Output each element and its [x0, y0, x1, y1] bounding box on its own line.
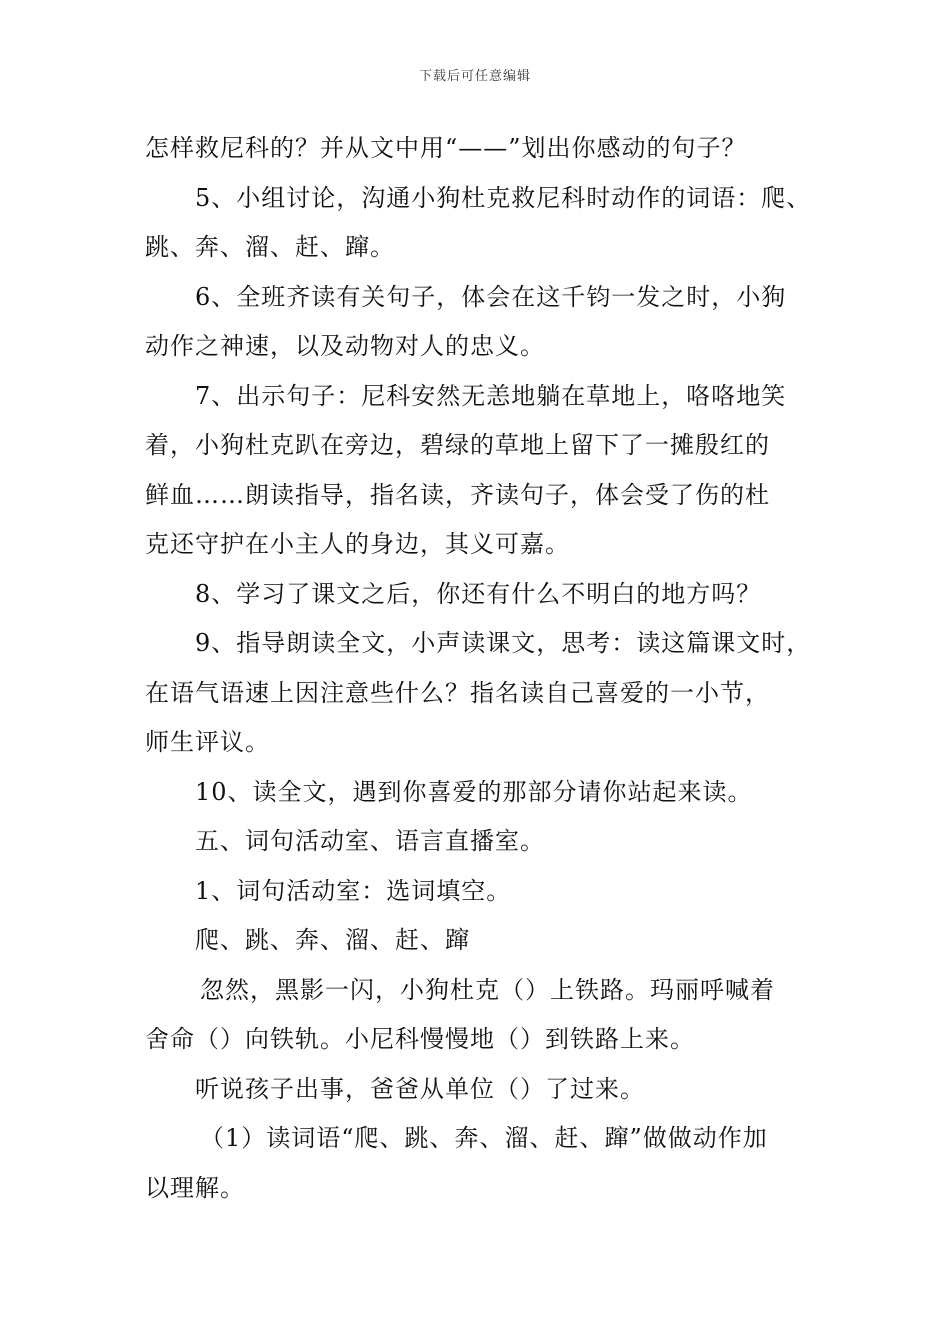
text-line: 忽然，黑影一闪，小狗杜克（）上铁路。玛丽呼喊着 — [200, 975, 775, 1004]
text-line: 在语气语速上因注意些什么？指名读自己喜爱的一小节， — [145, 678, 770, 707]
text-line: 以理解。 — [145, 1173, 245, 1202]
text-line: 1、词句活动室：选词填空。 — [195, 876, 512, 905]
page-header: 下载后可任意编辑 — [418, 69, 531, 84]
text-line: 7、出示句子：尼科安然无恙地躺在草地上，咯咯地笑 — [195, 381, 787, 410]
text-line: 克还守护在小主人的身边，其义可嘉。 — [145, 530, 570, 558]
text-line: 动作之神速，以及动物对人的忠义。 — [145, 332, 545, 360]
text-line: 6、全班齐读有关句子，体会在这千钧一发之时，小狗 — [195, 282, 787, 311]
text-line: 着，小狗杜克趴在旁边，碧绿的草地上留下了一摊殷红的 — [145, 431, 770, 459]
document-body — [145, 124, 815, 1213]
text-line: 9、指导朗读全文，小声读课文，思考：读这篇课文时， — [195, 629, 812, 657]
text-line: 师生评议。 — [145, 728, 270, 756]
text-line: 8、学习了课文之后，你还有什么不明白的地方吗？ — [195, 579, 762, 608]
text-line: 10、读全文，遇到你喜爱的那部分请你站起来读。 — [195, 777, 753, 806]
text-line: 鲜血……朗读指导，指名读，齐读句子，体会受了伤的杜 — [145, 480, 770, 509]
text-line: （1）读词语“爬、跳、奔、溜、赶、蹿”做做动作加 — [200, 1124, 768, 1152]
text-line: 舍命（）向铁轨。小尼科慢慢地（）到铁路上来。 — [145, 1025, 695, 1053]
text-line: 怎样救尼科的？并从文中用“——”划出你感动的句子？ — [145, 134, 747, 162]
text-line: 五、词句活动室、语言直播室。 — [195, 827, 545, 855]
text-line: 听说孩子出事，爸爸从单位（）了过来。 — [195, 1074, 645, 1103]
text-line: 爬、跳、奔、溜、赶、蹿 — [195, 926, 470, 954]
text-line: 跳、奔、溜、赶、蹿。 — [145, 233, 395, 261]
text-line: 5、小组讨论，沟通小狗杜克救尼科时动作的词语：爬、 — [195, 183, 812, 212]
